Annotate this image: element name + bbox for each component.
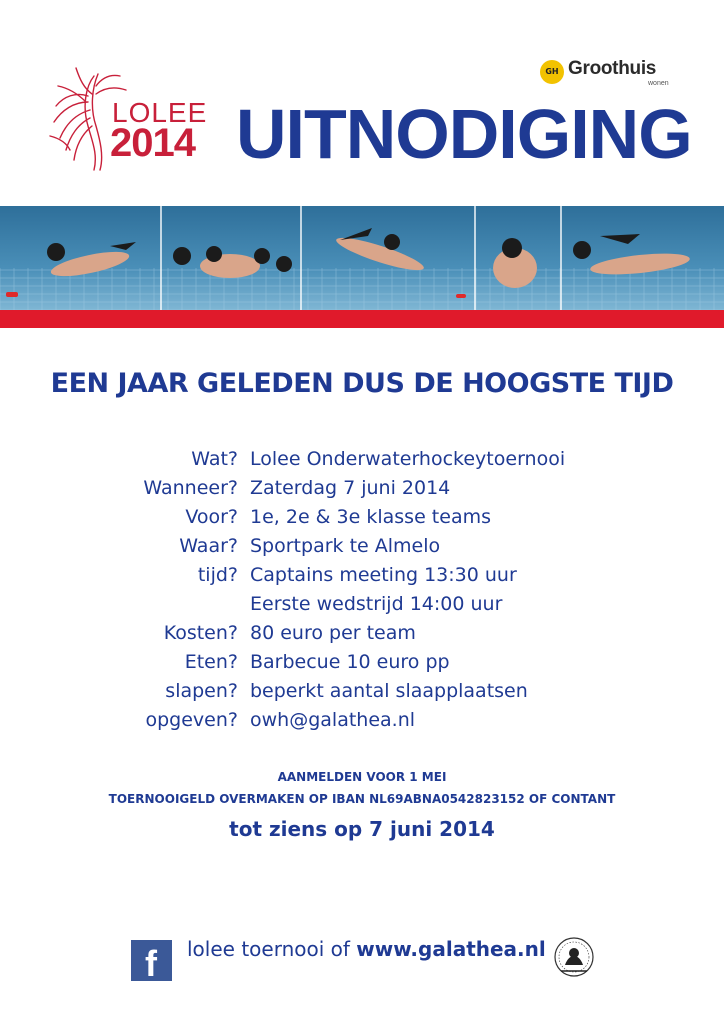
info-row-opgeven bbox=[0, 709, 724, 738]
footer-label: lolee toernooi of bbox=[187, 937, 357, 961]
info-value: Lolee Onderwaterhockeytoernooi bbox=[250, 448, 566, 470]
info-value: 1e, 2e & 3e klasse teams bbox=[250, 506, 491, 528]
event-name: LOLEE bbox=[112, 97, 208, 128]
sponsor-name: Groothuis bbox=[568, 58, 657, 79]
info-value: 80 euro per team bbox=[250, 622, 416, 644]
underwater-hockey-photos bbox=[0, 206, 724, 310]
info-label: Kosten? bbox=[163, 622, 238, 644]
info-row-wat bbox=[0, 448, 724, 477]
info-label: slapen? bbox=[165, 680, 238, 702]
sponsor-subtitle: wonen bbox=[648, 80, 669, 87]
sponsor-logo bbox=[540, 56, 670, 90]
contact-email[interactable]: owh@galathea.nl bbox=[250, 709, 416, 731]
info-label: tijd? bbox=[197, 564, 238, 586]
info-row-voor bbox=[0, 506, 724, 535]
sponsor-mark-text: GH bbox=[545, 67, 559, 76]
info-row-tijd-2 bbox=[0, 593, 724, 622]
payment-notice: TOERNOOIGELD OVERMAKEN OP IBAN NL69ABNA0542823152 OF CONTANT bbox=[108, 792, 616, 806]
info-label: Wanneer? bbox=[143, 477, 238, 499]
photo-strip bbox=[0, 206, 724, 310]
facebook-icon[interactable] bbox=[131, 940, 172, 984]
info-label: opgeven? bbox=[145, 709, 238, 731]
event-year: 2014 bbox=[110, 121, 195, 165]
info-value: Zaterdag 7 juni 2014 bbox=[250, 477, 451, 499]
closing-line: tot ziens op 7 juni 2014 bbox=[229, 817, 495, 841]
info-label: Wat? bbox=[191, 448, 238, 470]
red-divider-bar bbox=[0, 310, 724, 328]
footer-text bbox=[187, 937, 546, 961]
info-row-slapen bbox=[0, 680, 724, 709]
page-title: UITNODIGING bbox=[236, 95, 692, 173]
website-link[interactable]: www.galathea.nl bbox=[356, 937, 546, 961]
info-value: beperkt aantal slaapplaatsen bbox=[250, 680, 528, 702]
info-row-eten bbox=[0, 651, 724, 680]
info-value: Captains meeting 13:30 uur bbox=[250, 564, 517, 586]
info-row-kosten bbox=[0, 622, 724, 651]
registration-deadline: AANMELDEN VOOR 1 MEI bbox=[277, 770, 447, 784]
info-value: Eerste wedstrijd 14:00 uur bbox=[250, 593, 503, 615]
info-row-wanneer bbox=[0, 477, 724, 506]
facebook-glyph: f bbox=[145, 943, 157, 984]
info-row-tijd bbox=[0, 564, 724, 593]
info-label: Eten? bbox=[184, 651, 238, 673]
info-value: Barbecue 10 euro pp bbox=[250, 651, 450, 673]
info-row-waar bbox=[0, 535, 724, 564]
info-label: Voor? bbox=[185, 506, 238, 528]
info-label: Waar? bbox=[179, 535, 238, 557]
info-value: Sportpark te Almelo bbox=[250, 535, 441, 557]
sponsor-logo-mark bbox=[540, 60, 564, 84]
club-logo-icon bbox=[553, 935, 595, 981]
headline: EEN JAAR GELEDEN DUS DE HOOGSTE TIJD bbox=[50, 368, 674, 399]
